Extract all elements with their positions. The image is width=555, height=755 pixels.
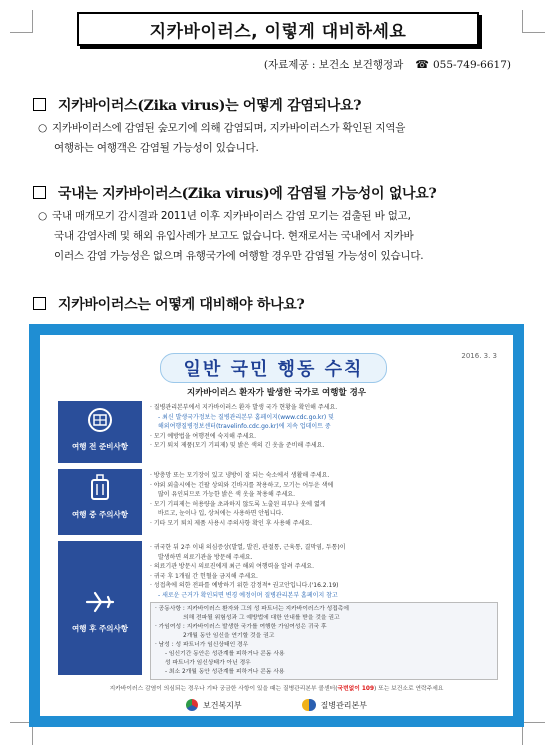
during-travel-list: [150, 471, 500, 528]
answer-2-line-1: 국내 매개모기 감시결과 2011년 이후 지카바이러스 감염 모기는 검출된 바 없고,: [52, 210, 411, 222]
answer-1-line-2: 여행하는 여행객은 감염될 가능성이 있습니다.: [54, 142, 259, 154]
box-line: · 공동사항 : 지카바이러스 환자와 그의 성 파트너는 지카바이러스가 성접촉에: [155, 606, 349, 612]
box-line: · 가임여성 : 지카바이러스 발생한 국가를 여행한 가임여성은 귀국 후: [155, 624, 327, 630]
passport-icon: [58, 401, 142, 439]
sexual-contact-guideline-box: [150, 602, 498, 680]
during-travel-title: 여행 중 주의사항: [72, 510, 128, 519]
poster-date: 2016. 3. 3: [461, 352, 497, 360]
before-line: - 최신 발생국가정보는 질병관리본부 홈페이지(www.cdc.go.kr) 및: [158, 413, 334, 421]
crop-mark-bottom-right: [522, 722, 545, 745]
during-line: · 야외 외출시에는 긴팔 상의와 긴바지를 착용하고, 모기는 어두운 색에: [150, 481, 334, 489]
poster-subtitle: 지카바이러스 환자가 발생한 국가로 여행할 경우: [186, 388, 367, 398]
poster-body: [40, 335, 513, 716]
after-line: · 귀국한 뒤 2주 이내 의심증상(발열, 발진, 관절통, 근육통, 결막염, 두통)이: [150, 544, 346, 551]
during-line: · 방충망 또는 모기장이 있고 냉방이 잘 되는 숙소에서 생활해 주세요.: [150, 472, 330, 479]
poster-title: 일반 국민 행동 수칙: [160, 353, 387, 383]
box-line: · 남성 : 성 파트너가 임신상태인 경우: [155, 642, 249, 648]
crop-mark-top-left: [10, 10, 33, 33]
mohw-emblem-icon: [186, 699, 198, 711]
before-travel-label: [58, 401, 142, 463]
phone-number: 055-749-6617): [433, 59, 511, 71]
airplane-icon: [58, 583, 142, 621]
before-travel-title: 여행 전 준비사항: [72, 442, 128, 451]
before-line: · 모기 예방법을 여행전에 숙지해 주세요.: [150, 432, 257, 440]
phone-icon: ☎: [415, 58, 429, 71]
after-line: · 귀국 후 1개월 간 헌혈을 금지해 주세요.: [150, 572, 258, 580]
kcdc-logo: [302, 699, 367, 711]
during-travel-label: [58, 469, 142, 535]
source-info: [264, 57, 511, 72]
question-1-text: 지카바이러스(Zika virus)는 어떻게 감염되나요?: [58, 98, 362, 114]
after-line: - 새로운 근거가 확인되면 변경 예정이며 질병관리본부 홈페이지 참고: [158, 591, 338, 599]
circle-bullet: ○: [38, 122, 47, 134]
question-2: [33, 183, 436, 203]
question-3-text: 지카바이러스는 어떻게 대비해야 하나요?: [58, 297, 305, 313]
before-line: · 질병관리본부에서 지카바이러스 환자 발생 국가 현황을 확인해 주세요.: [150, 404, 338, 411]
after-travel-label: [58, 541, 142, 675]
during-line: · 기타 모기 퇴치 제품 사용시 주의사항 확인 후 사용해 주세요.: [150, 519, 312, 527]
kcdc-emblem-icon: [302, 699, 316, 711]
box-line: 2개월 동안 임신을 연기할 것을 권고: [183, 633, 275, 639]
mohw-logo-text: 보건복지부: [202, 700, 242, 710]
answer-2: [38, 206, 518, 266]
during-line: 많이 유인되므로 가능한 밝은 색 옷을 착용해 주세요.: [158, 491, 295, 498]
source-text: (자료제공 : 보건소 보건행정과: [263, 59, 404, 71]
box-line: 성 파트너가 임신상태가 아닌 경우: [165, 660, 251, 666]
question-1: [33, 95, 361, 115]
phone-info: [415, 58, 511, 71]
checkbox-square-icon: [33, 186, 46, 199]
during-line: 바르고, 눈이나 입, 상처에는 사용하면 안됩니다.: [158, 510, 284, 517]
after-travel-title: 여행 후 주의사항: [72, 623, 128, 633]
page-title: 지카바이러스, 이렇게 대비하세요: [77, 12, 479, 46]
checkbox-square-icon: [33, 98, 46, 111]
footer-text-post: ) 또는 보건소로 연락주세요: [374, 686, 444, 692]
answer-1: [38, 118, 518, 158]
after-travel-list: [150, 543, 500, 600]
box-line: - 최소 2개월 동안 성관계를 피하거나 콘돔 사용: [165, 669, 285, 675]
after-line: 발생하면 의료기관을 방문해 주세요.: [158, 553, 253, 561]
after-line: · 의료기관 방문시 의료진에게 최근 해외 여행력을 알려 주세요.: [150, 563, 314, 570]
checkbox-square-icon: [33, 297, 46, 310]
box-line: 의해 전파될 위험성과 그 예방법에 대한 안내를 받을 것을 권고: [183, 615, 340, 621]
mohw-logo: [186, 699, 242, 711]
question-3: [33, 294, 304, 314]
circle-bullet: ○: [38, 210, 47, 222]
before-line: · 모기 퇴치 제품(모기 기피제) 및 밝은 색의 긴 옷을 준비해 주세요.: [150, 442, 325, 449]
question-2-text: 국내는 지카바이러스(Zika virus)에 감염될 가능성이 없나요?: [58, 186, 437, 202]
poster-footer: [40, 683, 513, 692]
after-line: · 성접촉에 의한 전파를 예방하기 위한 감정적* 권고안입니다.('16.2.19): [150, 582, 339, 589]
footer-text-pre: 지카바이러스 감염이 의심되는 경우나 기타 궁금한 사항이 있을 때는 질병관리본부 콜센터(: [109, 686, 338, 692]
answer-1-line-1: 지카바이러스에 감염된 숲모기에 의해 감염되며, 지카바이러스가 확인된 지역을: [52, 122, 406, 134]
box-line: - 임신기간 동안은 성관계를 피하거나 콘돔 사용: [165, 651, 285, 657]
answer-2-line-2: 국내 감염사례 및 해외 유입사례가 보고도 없습니다. 현재로서는 국내에서 지카바: [54, 230, 414, 242]
crop-mark-top-right: [522, 10, 545, 33]
poster-logos: [40, 695, 513, 715]
luggage-icon: [58, 469, 142, 507]
during-line: · 모기 기피제는 허용량을 초과하지 않도록 노출된 피부나 옷에 엷게: [150, 500, 326, 508]
answer-2-line-3: 이러스 감염 가능성은 없으며 유행국가에 여행할 경우만 감염될 가능성이 있습니다.: [54, 250, 424, 262]
call-center-number: 국번없이 109: [337, 686, 375, 692]
before-line: 해외여행질병정보센터(travelinfo.cdc.go.kr)에 지속 업데이트 중: [158, 423, 331, 430]
guideline-poster: [29, 324, 524, 727]
before-travel-list: [150, 403, 500, 451]
kcdc-logo-text: 질병관리본부: [320, 700, 367, 710]
